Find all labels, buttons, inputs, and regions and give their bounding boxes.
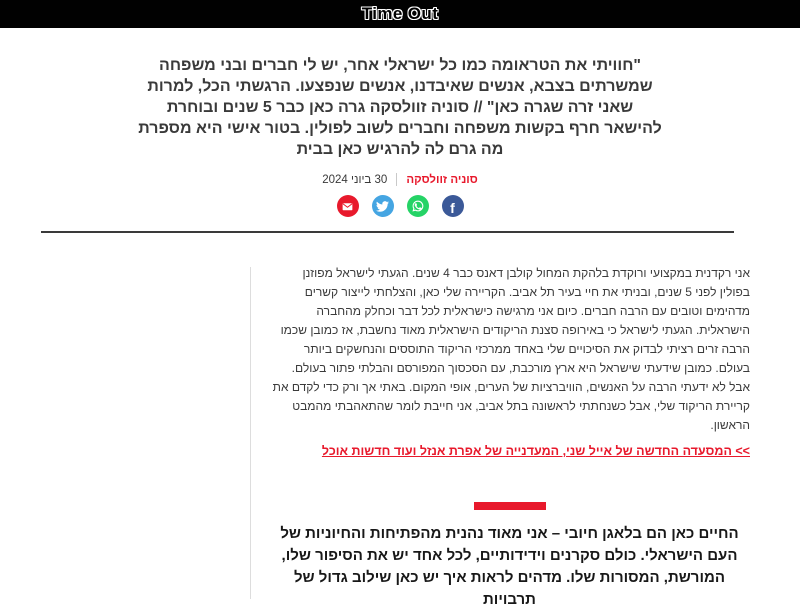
byline-separator [396,173,397,186]
byline [0,173,800,186]
article-headline: "חוויתי את הטראומה כמו כל ישראלי אחר, יש לי חברים ובני משפחה שמשרתים בצבא, אנשים שאיבדנו, אנשים שנפצעו. הרגשתי הכל, למרות שאני זרה שגרה כאן" // סוניה זוולסקה גרה כאן כבר 5 שנים ובוחרת להישאר חרף בקשות משפחה וחברים לשוב לפולין. בטור אישי היא מספרת מה גרם לה להרגיש כאן בבית [138,57,662,158]
article-body-paragraph: אני רקדנית במקצועי ורוקדת בלהקת המחול קולבן דאנס כבר 4 שנים. הגעתי לישראל מפוזנן בפולין לפני 5 שנים, ובניתי את חיי בעיר תל אביב. הקריירה שלי כאן, והצלחתי לייצור קשרים מדהימים וטובים עם הרבה חברים. כיום אני מרגישה כישראלית לכל דבר וכחלק מהחברה הישראלית. הגעתי לישראל כי באירופה סצנת הריקודים הישראלית מאוד נחשבת, אז כמובן שכמו הרבה זרים רציתי לבדוק את הסיכויים שלי באחד ממרכזי הריקוד התוססים והנחשקים ביותר בעולם. כמובן שידעתי שישראל היא ארץ מורכבת, עם הסכסוך המפורסם והבלתי פתור בעולם. אבל לא ידעתי הרבה על האנשים, הוויברציות של הערים, אופי המקום. באתי אך ורק כדי לקדם את קריירת הריקוד שלי, אבל כשנחתתי לראשונה בתל אביב, אני חייבת לומר שהתאהבתי מהמבט הראשון. [272,266,750,432]
share-email-button[interactable] [337,195,359,217]
share-bar [0,195,800,217]
email-icon [341,200,354,213]
publish-date: 30 ביוני 2024 [322,173,388,186]
pull-quote-text: החיים כאן הם בלאגן חיובי – אני מאוד נהנית מהפתיחות והחיוניות של העם הישראלי. כולם סקרנים וידידותיים, לכל אחד יש את הסיפור שלו, המורשת, המסורות שלו. מדהים לראות איך יש כאן שילוב גדול של תרבויות [280,525,739,608]
share-facebook-button[interactable] [442,195,464,217]
share-twitter-button[interactable] [372,195,394,217]
pull-quote-block [269,502,750,611]
share-whatsapp-button[interactable] [407,195,429,217]
related-article-link[interactable]: >> המסעדה החדשה של אייל שני, המעדנייה של אפרת אנזל ועוד חדשות אוכל [321,444,750,458]
content-area [40,233,750,608]
article-column [251,233,750,608]
left-rail [40,267,251,599]
top-nav-bar [0,0,800,28]
author-link[interactable]: סוניה זוולסקה [406,173,478,186]
timeout-logo[interactable]: Time Out [361,4,439,23]
whatsapp-icon [411,199,425,213]
facebook-icon: f [450,200,455,216]
twitter-icon [376,200,389,213]
pull-quote-accent-bar [474,502,546,510]
